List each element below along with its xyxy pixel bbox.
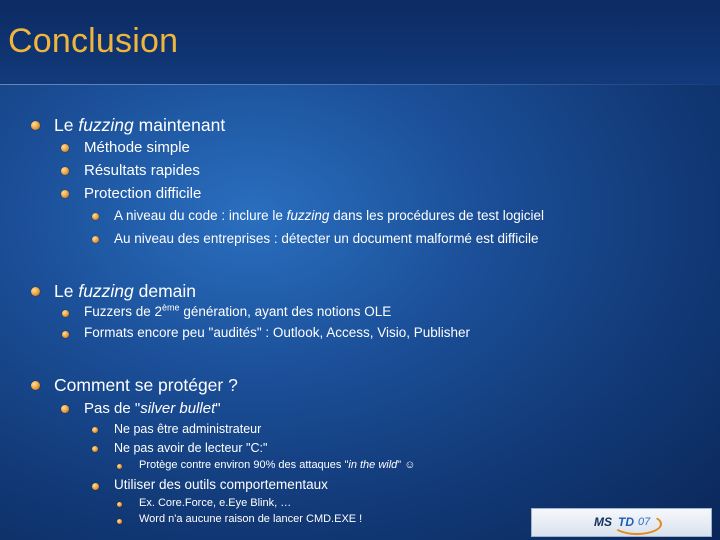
list-subitem: A niveau du code : inclure le fuzzing dans les procédures de test logiciel	[114, 208, 545, 223]
list-subitem: Ne pas être administrateur	[114, 422, 262, 436]
list-subitem: Ne pas avoir de lecteur "C:"	[114, 441, 268, 455]
bullet-icon	[62, 310, 69, 317]
title-divider	[0, 84, 720, 85]
bullet-icon	[61, 167, 69, 175]
list-note: Word n'a aucune raison de lancer CMD.EXE !	[139, 513, 363, 525]
bullet-icon	[117, 519, 122, 524]
bullet-icon	[61, 190, 69, 198]
bullet-icon	[62, 331, 69, 338]
bullet-icon	[61, 405, 69, 413]
bullet-icon	[31, 287, 40, 296]
list-item: Protection difficile	[84, 185, 202, 202]
bullet-icon	[92, 213, 99, 220]
list-item: Pas de "silver bullet"	[84, 400, 221, 417]
list-item: Fuzzers de 2ème génération, ayant des notions OLE	[84, 302, 392, 319]
bullet-icon	[31, 381, 40, 390]
mstd-logo	[531, 508, 712, 537]
bullet-icon	[92, 427, 98, 433]
section-heading-fuzzing-now: Le fuzzing maintenant	[54, 115, 226, 135]
bullet-icon	[92, 446, 98, 452]
slide-title: Conclusion	[8, 22, 179, 60]
bullet-icon	[117, 464, 122, 469]
logo-ms-text: MS	[594, 515, 612, 529]
section-heading-protection: Comment se protéger ?	[54, 375, 238, 395]
bullet-icon	[92, 236, 99, 243]
list-item: Résultats rapides	[84, 162, 200, 179]
list-subitem: Utiliser des outils comportementaux	[114, 477, 328, 492]
list-note: Protège contre environ 90% des attaques "in the wild" ☺	[139, 459, 416, 471]
bullet-icon	[31, 121, 40, 130]
bullet-icon	[117, 502, 122, 507]
bullet-icon	[61, 144, 69, 152]
list-subitem: Au niveau des entreprises : détecter un document malformé est difficile	[114, 231, 539, 246]
list-note: Ex. Core.Force, e.Eye Blink, …	[139, 497, 292, 509]
list-item: Formats encore peu "audités" : Outlook, Access, Visio, Publisher	[84, 325, 471, 340]
logo-td-text: TD	[618, 515, 634, 529]
section-heading-fuzzing-tomorrow: Le fuzzing demain	[54, 281, 197, 301]
bullet-icon	[92, 483, 99, 490]
list-item: Méthode simple	[84, 139, 190, 156]
logo-year-text: 07	[638, 516, 651, 528]
